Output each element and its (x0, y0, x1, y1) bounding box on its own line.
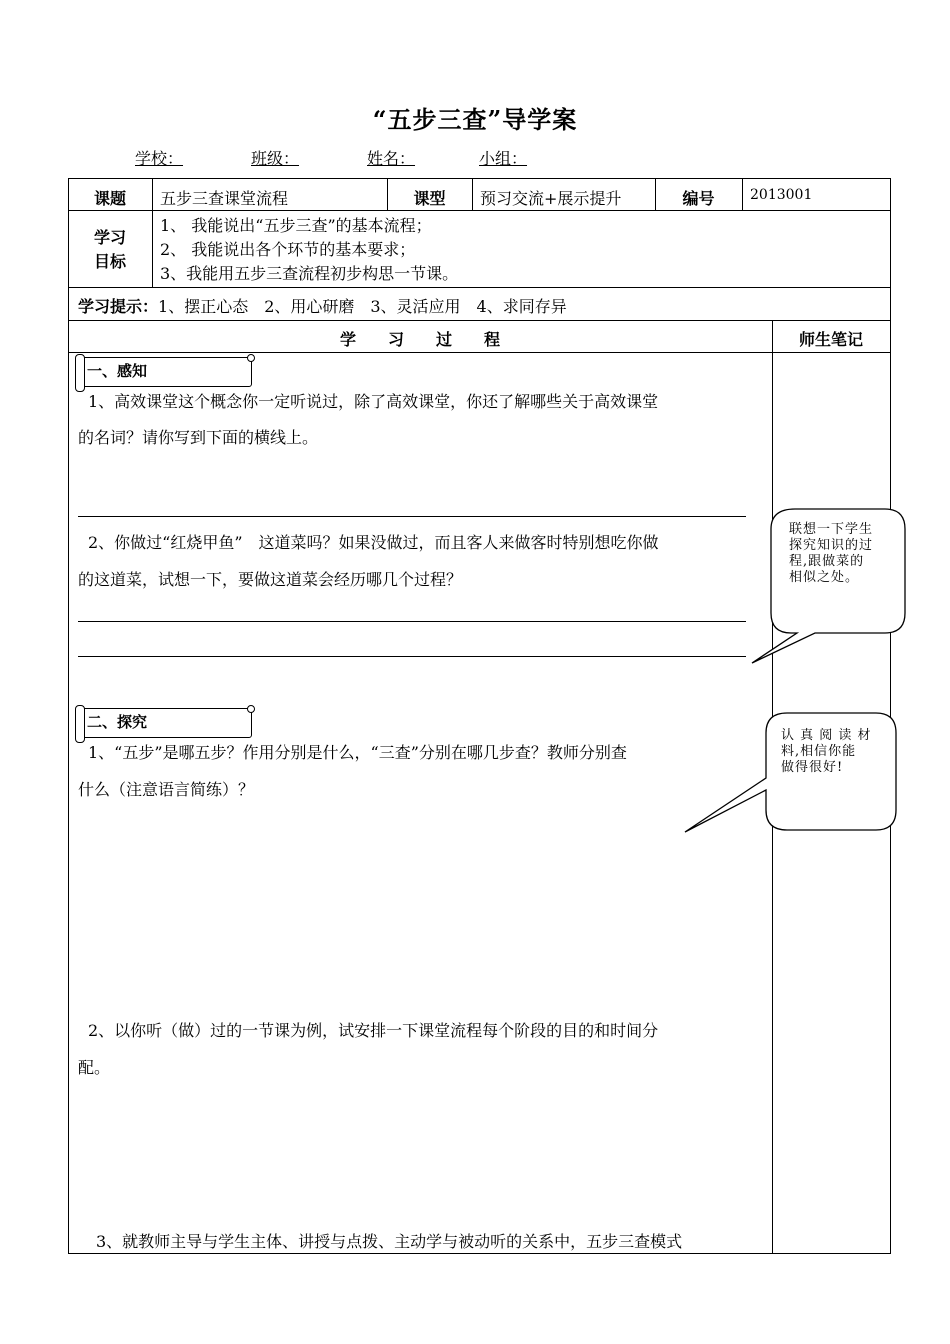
s2-q3-line1: 3、就教师主导与学生主体、讲授与点拨、主动学与被动听的关系中，五步三查模式 (96, 1232, 683, 1251)
s2-q1-line1: 1、“五步”是哪五步？作用分别是什么，“三查”分别在哪几步查？教师分别查 (88, 743, 627, 762)
process-header: 学 习 过 程 (339, 330, 500, 349)
bubble-line: 探究知识的过 (789, 538, 874, 553)
name-label: 姓名： (367, 149, 416, 168)
topic-label: 课题 (93, 189, 126, 208)
type-value: 预习交流+展示提升 (480, 189, 622, 208)
s1-q1-line1: 1、高效课堂这个概念你一定听说过，除了高效课堂，你还了解哪些关于高效课堂 (88, 392, 659, 411)
speech-bubble-2 (781, 728, 872, 776)
s2-q2-line2: 配。 (78, 1058, 111, 1077)
number-label: 编号 (682, 189, 715, 208)
goal-item: 3、我能用五步三查流程初步构思一节课。 (160, 264, 459, 283)
type-label: 课型 (413, 189, 446, 208)
number-value: 2013001 (750, 187, 813, 203)
notes-header: 师生笔记 (798, 330, 863, 349)
hints-label: 学习提示： (78, 297, 159, 316)
goal-item: 1、 我能说出“五步三查”的基本流程； (160, 216, 432, 235)
class-label: 班级： (251, 149, 300, 168)
s2-q2-line1: 2、以你听（做）过的一节课为例，试安排一下课堂流程每个阶段的目的和时间分 (88, 1021, 659, 1040)
speech-bubble-1 (789, 522, 873, 586)
goals-label-line: 目标 (93, 252, 126, 271)
goals-label-line: 学习 (93, 228, 126, 247)
s2-q1-line2: 什么（注意语言简练）？ (78, 780, 255, 799)
bubble-line: 程,跟做菜的 (789, 554, 865, 569)
bubble-line: 做得很好! (781, 760, 844, 775)
section1-heading-text: 一、感知 (87, 362, 148, 380)
bubble-line: 相似之处。 (789, 570, 860, 585)
s1-q2-line2: 的这道菜，试想一下，要做这道菜会经历哪几个过程？ (78, 570, 463, 589)
goal-item: 2、 我能说出各个环节的基本要求； (160, 240, 416, 259)
s1-q2-line1: 2、你做过“红烧甲鱼” 这道菜吗？如果没做过，而且客人来做客时特别想吃你做 (88, 533, 659, 552)
bubble-line: 认 真 阅 读 材 (781, 728, 872, 743)
school-label: 学校： (135, 149, 184, 168)
page-title: “五步三查”导学案 (372, 105, 578, 134)
hints-text: 1、摆正心态 2、用心研磨 3、灵活应用 4、求同存异 (158, 297, 567, 316)
bubble-line: 料,相信你能 (781, 744, 857, 759)
topic-value: 五步三查课堂流程 (160, 189, 289, 208)
group-label: 小组： (479, 149, 528, 168)
s1-q1-line2: 的名词？请你写到下面的横线上。 (78, 428, 319, 447)
bubble-line: 联想一下学生 (789, 522, 874, 537)
section2-heading-text: 二、探究 (87, 713, 148, 731)
